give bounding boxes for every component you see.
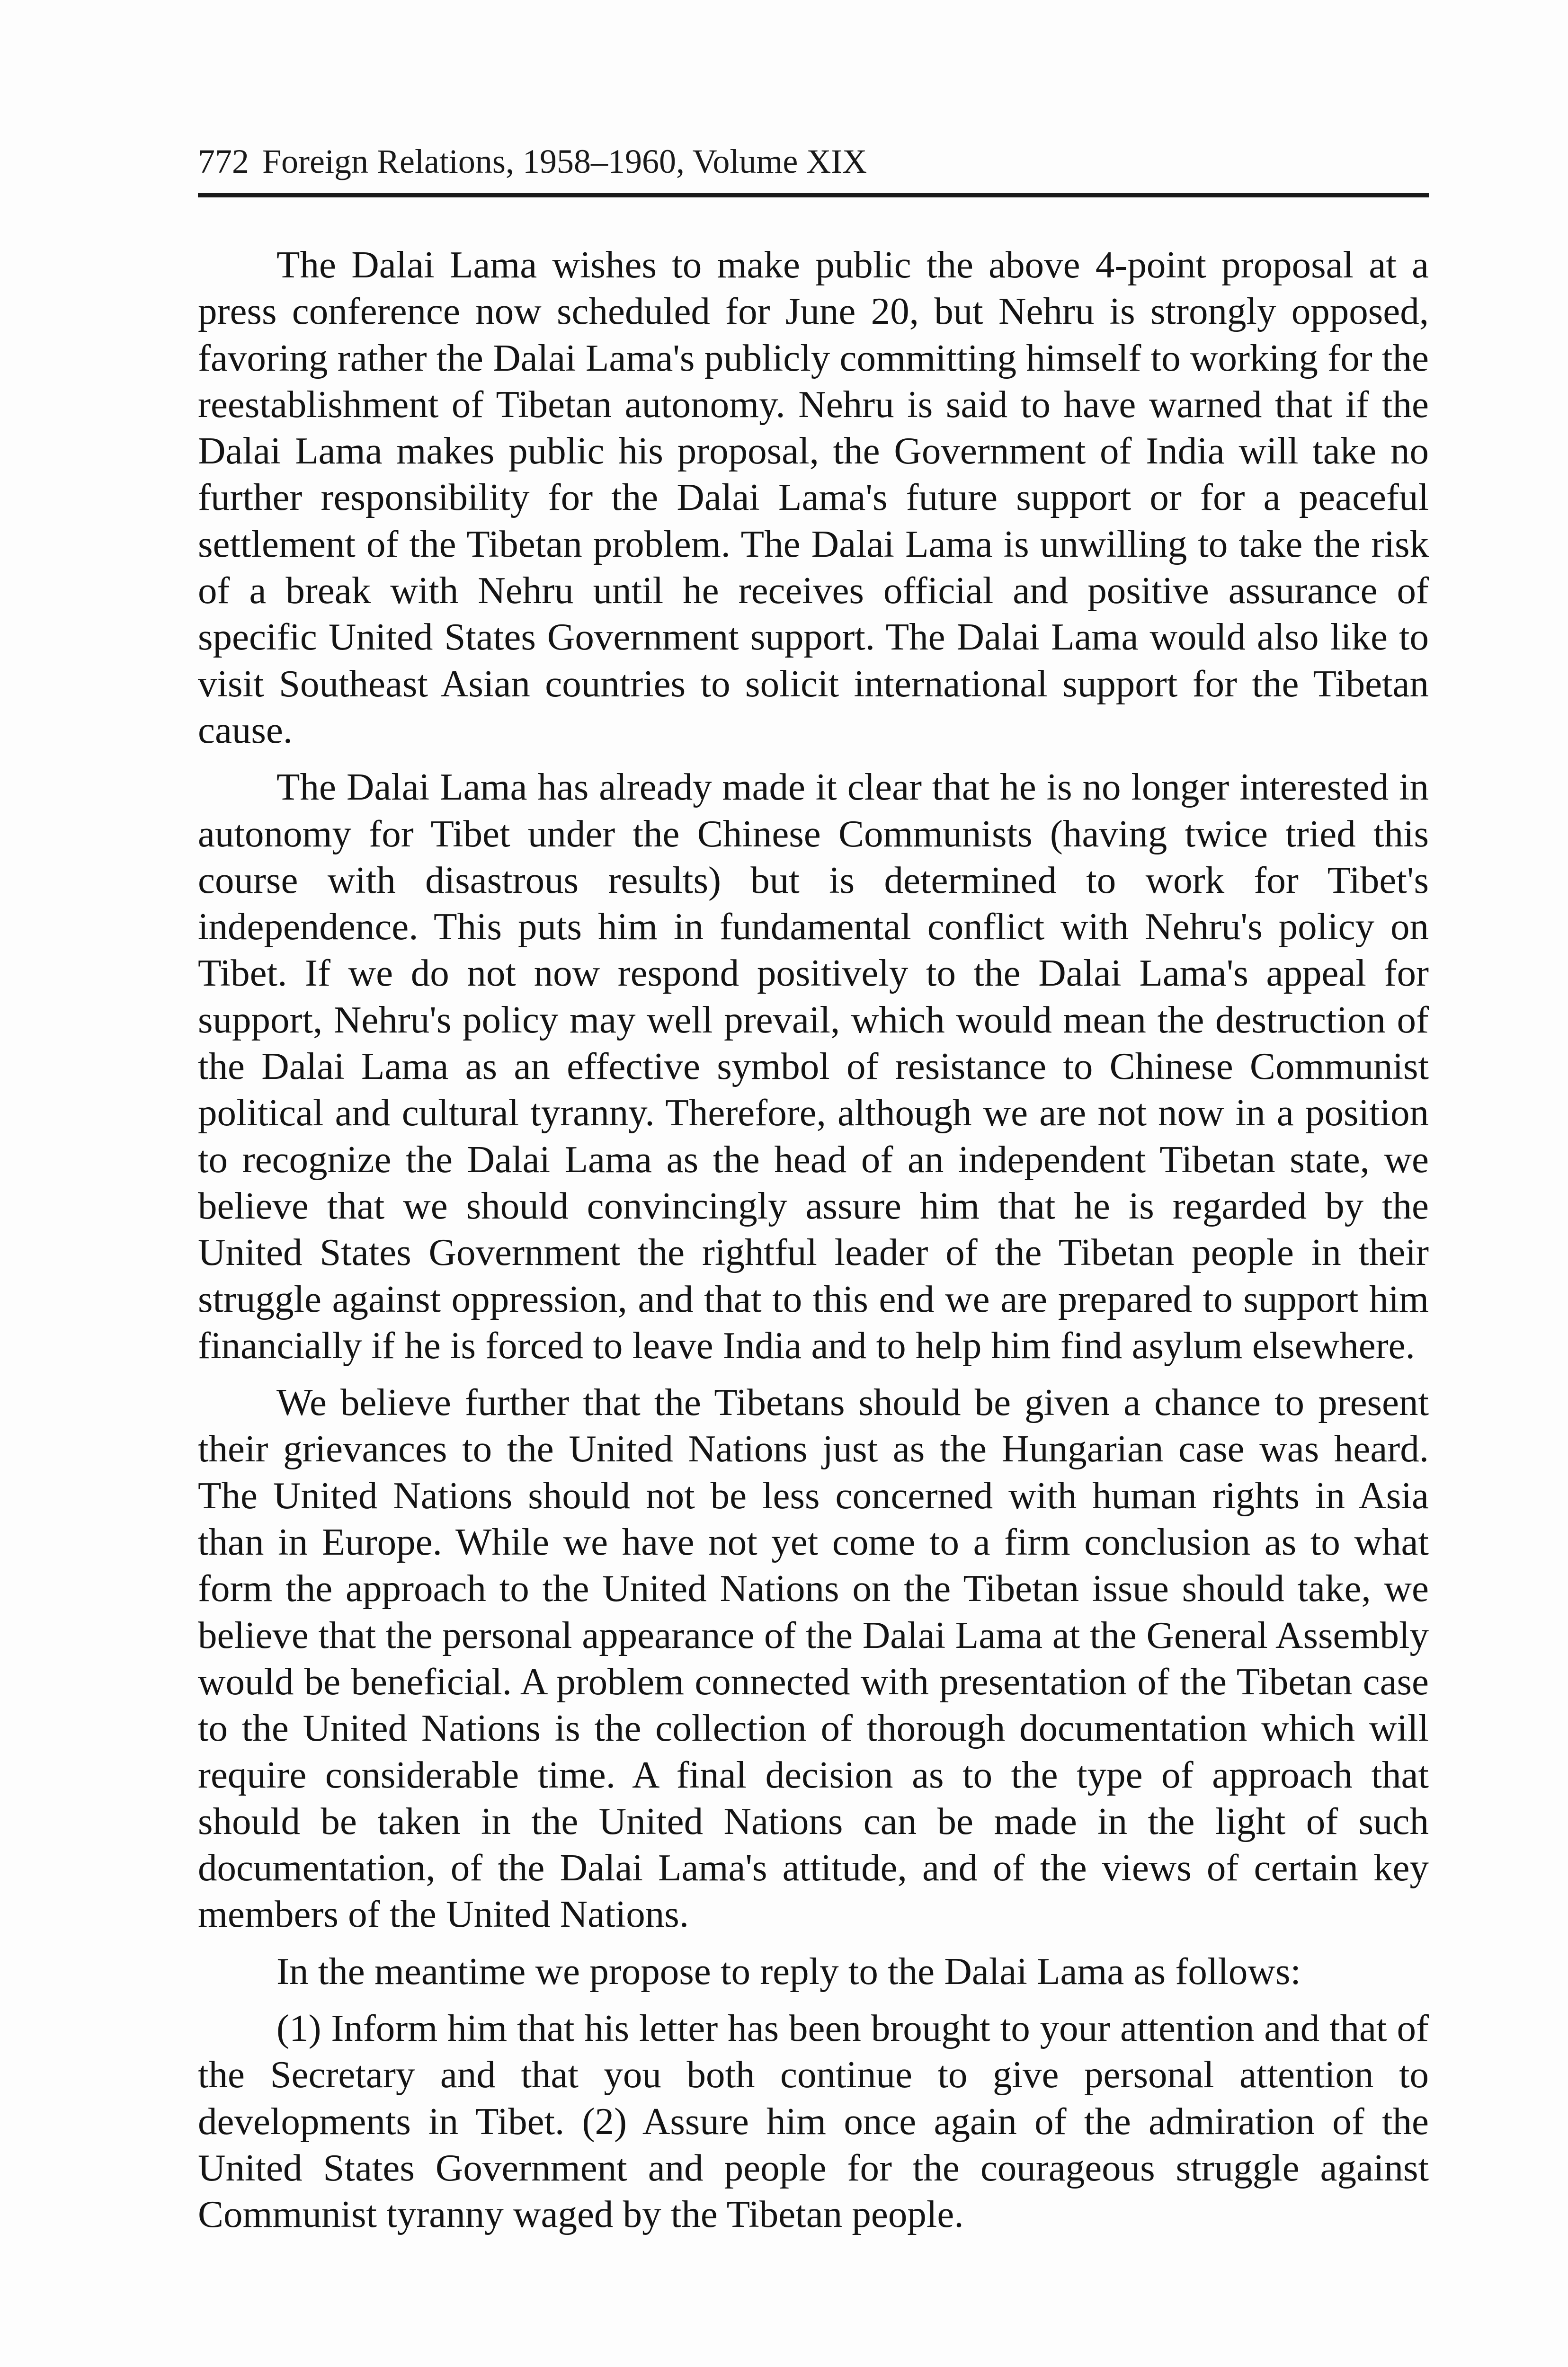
paragraph-press-conference: The Dalai Lama wishes to make public the above 4-point proposal at a press conference now scheduled for June 20, but Nehru is strongly opposed, favoring rather the Dalai Lama's publicly committing himself to working for the reestablishment of Tibetan autonomy. Nehru is said to have warned that if the Dalai Lama makes public his proposal, the Government of India will take no further responsibility for the Dalai Lama's future support or for a peaceful settlement of the Tibetan problem. The Dalai Lama is unwilling to take the risk of a break with Nehru until he receives official and positive assurance of specific United States Government support. The Dalai Lama would also like to visit Southeast Asian countries to solicit international support for the Tibetan cause. <box>198 243 1429 751</box>
body-text <box>198 241 1429 2248</box>
volume-title: Foreign Relations, 1958–1960, Volume XIX <box>262 142 867 180</box>
paragraph-reply-intro: In the meantime we propose to reply to the Dalai Lama as follows: <box>276 1949 1301 1993</box>
page-number: 772 <box>198 142 249 180</box>
header-rule <box>198 193 1429 197</box>
running-head <box>198 141 1429 182</box>
paragraph-united-nations: We believe further that the Tibetans should be given a chance to present their grievances to the United Nations just as the Hungarian case was heard. The United Nations should not be less concerned with human rights in Asia than in Europe. While we have not yet come to a firm conclusion as to what form the approach to the United Nations on the Tibetan issue should take, we believe that the personal appearance of the Dalai Lama at the General Assembly would be beneficial. A problem connected with presentation of the Tibetan case to the United Nations is the collection of thorough documentation which will require considerable time. A final decision as to the type of approach that should be taken in the United Nations can be made in the light of such documentation, of the Dalai Lama's attitude, and of the views of certain key members of the United Nations. <box>198 1381 1429 1936</box>
paragraph-independence: The Dalai Lama has already made it clear that he is no longer interested in autonomy for Tibet under the Chinese Communists (having twice tried this course with disastrous results) but is determined to work for Tibet's independence. This puts him in fundamental conflict with Nehru's policy on Tibet. If we do not now respond positively to the Dalai Lama's appeal for support, Nehru's policy may well prevail, which would mean the destruction of the Dalai Lama as an effective symbol of resistance to Chinese Communist political and cultural tyranny. Therefore, although we are not now in a position to recognize the Dalai Lama as the head of an independent Tibetan state, we believe that we should convincingly assure him that he is regarded by the United States Government the rightful leader of the Tibetan people in their struggle against oppression, and that to this end we are prepared to support him financially if he is forced to leave India and to help him find asylum elsewhere. <box>198 765 1429 1367</box>
paragraph-reply-points: (1) Inform him that his letter has been brought to your attention and that of the Secretary and that you both continue to give personal attention to developments in Tibet. (2) Assure him once again of the admiration of the United States Government and people for the courageous struggle against Communist tyranny waged by the Tibetan people. <box>198 2006 1429 2236</box>
